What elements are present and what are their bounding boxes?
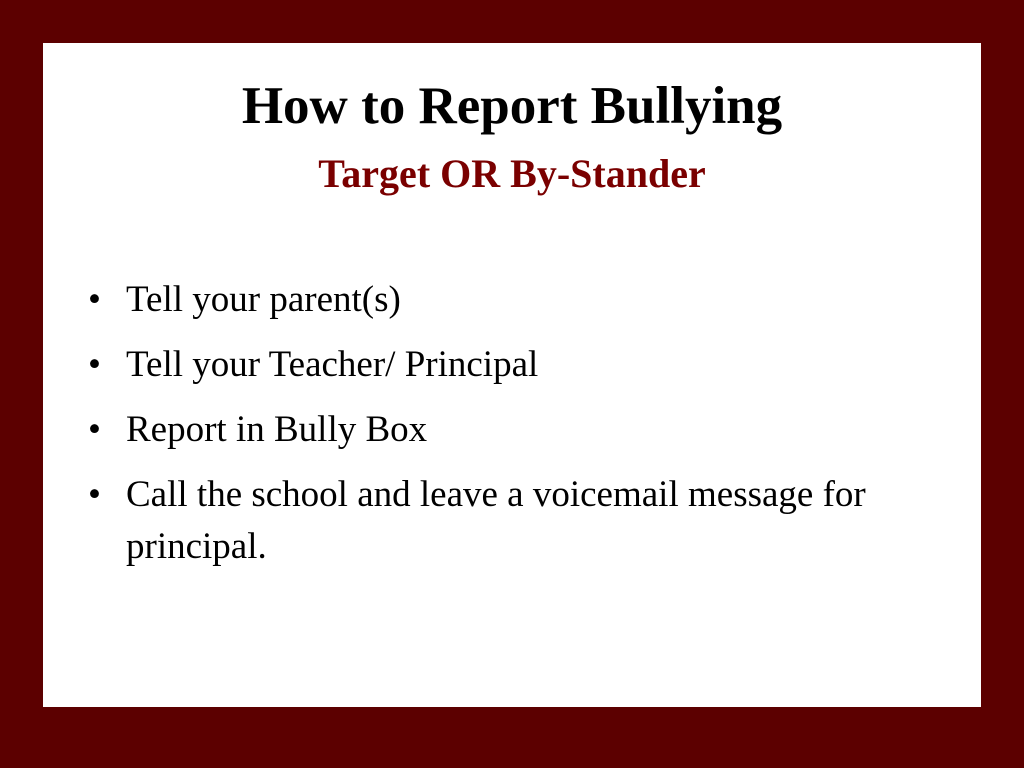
bullet-point-icon: • [88,344,101,385]
bullet-text: Report in Bully Box [126,409,428,450]
bullet-point-icon: • [88,409,101,450]
slide-subtitle: Target OR By-Stander [318,151,706,196]
bullet-text: Tell your Teacher/ Principal [126,344,539,385]
slide-title: How to Report Bullying [241,77,783,135]
bullet-point-icon: • [88,279,101,320]
bullet-item-tell-teacher [86,339,946,391]
bullet-item-call-school [86,469,946,573]
bullet-list [86,274,946,586]
bullet-item-tell-parents [86,274,946,326]
bullet-text: Call the school and leave a voicemail message for principal. [126,474,866,567]
bullet-text: Tell your parent(s) [126,279,401,320]
bullet-item-bully-box [86,404,946,456]
bullet-point-icon: • [88,474,101,515]
